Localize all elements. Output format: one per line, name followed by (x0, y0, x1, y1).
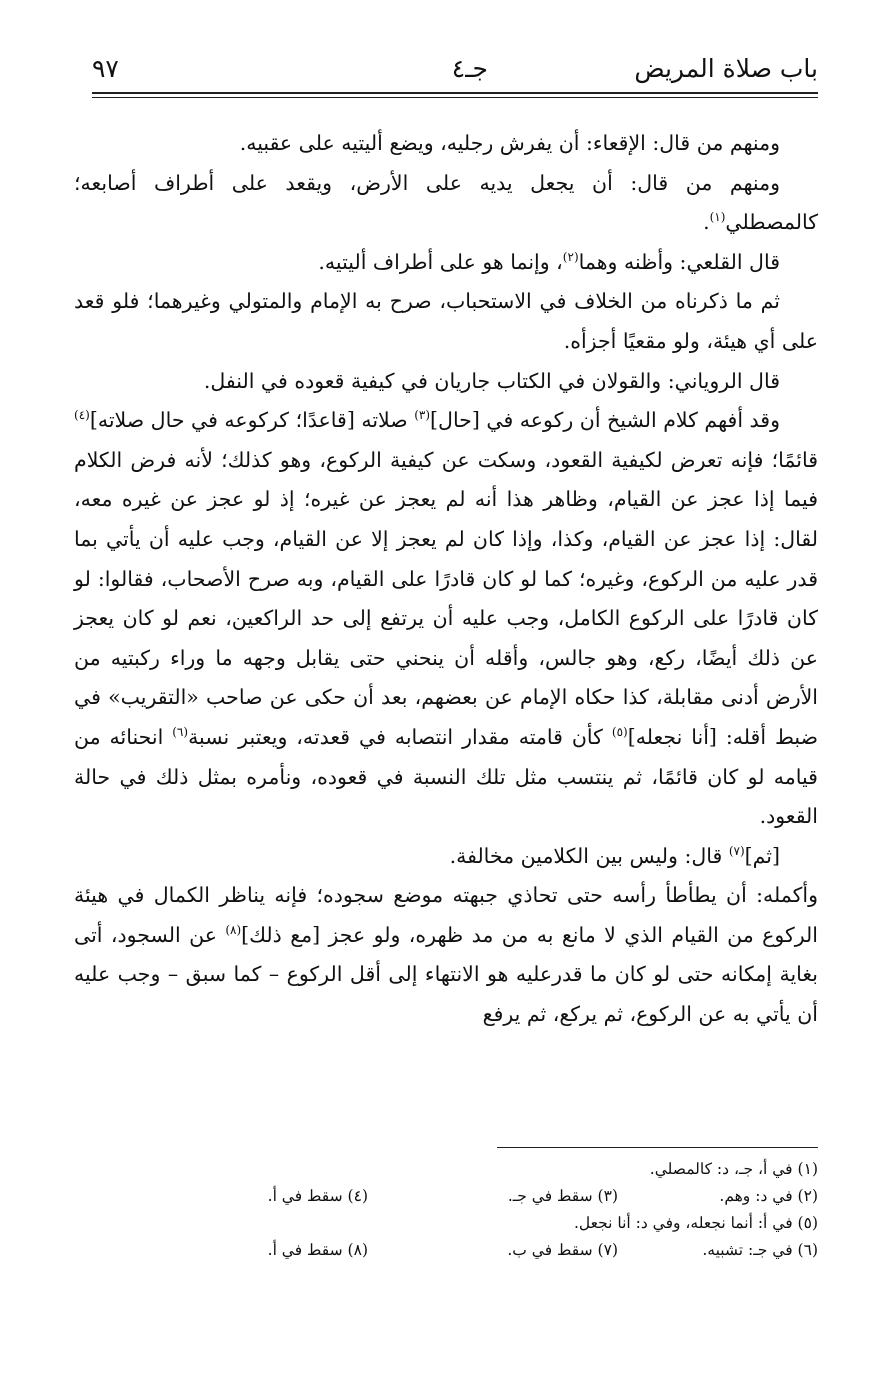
running-header (92, 54, 818, 94)
footnote-separator (497, 1147, 818, 1148)
footnote-ref: (١) (709, 210, 726, 225)
footnote-ref: (٥) (611, 725, 628, 740)
footnote: (٤) سقط في أ. (267, 1187, 368, 1205)
paragraph: [ثم]$^{(٧)}$ قال: وليس بين الكلامين مخالفة. (449, 843, 780, 868)
volume-label: جـ٤ (451, 54, 488, 83)
footnote: (٢) في د: وهم. (719, 1187, 818, 1205)
header-rule-thin (92, 97, 818, 98)
footnote: (٧) سقط في ب. (507, 1241, 618, 1259)
footnote: (٨) سقط في أ. (267, 1241, 368, 1259)
footnote-ref: (٧) (728, 843, 745, 858)
footnote-ref: (٣) (414, 408, 431, 423)
footnotes (92, 1160, 818, 1268)
footnote-ref: (٨) (225, 923, 242, 938)
footnote-line (92, 1241, 818, 1268)
chapter-title: باب صلاة المريض (634, 54, 818, 83)
footnote-line (92, 1187, 818, 1214)
main-text (74, 124, 818, 1035)
paragraph: ثم ما ذكرناه من الخلاف في الاستحباب، صرح به الإمام والمتولي وغيرهما؛ فلو قعد على أي هيئة، ولو مقعيًا أجزأه. (74, 289, 818, 353)
footnote: (٥) في أ: أنما نجعله، وفي د: أنا نجعل. (573, 1214, 818, 1232)
footnote-line (92, 1160, 818, 1187)
footnote: (١) في أ، جـ، د: كالمصلي. (649, 1160, 818, 1178)
paragraph: ومنهم من قال: أن يجعل يديه على الأرض، ويقعد على أطراف أصابعه؛ كالمصطلي$^{(١)}$. (74, 170, 818, 235)
footnote-ref: (٤) (74, 408, 90, 423)
page-number: ٩٧ (92, 54, 119, 83)
paragraph: وقد أفهم كلام الشيخ أن ركوعه في [حال]$^{(٣)}$ صلاته [قاعدًا؛ كركوعه في حال صلاته]$^{(٤)}$ قائمًا؛ فإنه تعرض لكيفية القعود، وسكت عن كيفية الركوع، وهو كذلك؛ لأنه فرض الكلام فيما إذا عجز عن القيام، وظاهر هذا أنه لم يعجز عن غيره؛ إذ لو عجز عن غيره معه، لقال: إذا عجز عن القيام، وكذا، وإذا كان لم يعجز إلا عن القيام، وجب عليه أن يأتي بما قدر عليه من الركوع، وغيره؛ كما لو كان قادرًا على القيام، وبه صرح الأصحاب، فقالوا: لو كان قادرًا على الركوع الكامل، وجب عليه أن يرتفع إلى حد الراكعين، نعم لو كان يعجز عن ذلك أيضًا، ركع، وهو جالس، وأقله أن ينحني حتى يقابل وجهه ما وراء ركبتيه من الأرض أدنى مقابلة، كذا حكاه الإمام عن بعضهم، بعد أن حكى عن صاحب «التقريب» في ضبط أقله: [أنا نجعله]$^{(٥)}$ كأن قامته مقدار انتصابه في قعدته، ويعتبر نسبة$^{(٦)}$ انحنائه من قيامه لو كان قائمًا، ثم ينتسب مثل تلك النسبة في قعوده، ونأمره بمثل ذلك في حالة القعود. (74, 408, 819, 829)
footnote-line (92, 1214, 818, 1241)
paragraph: قال الروياني: والقولان في الكتاب جاريان في كيفية قعوده في النفل. (203, 368, 780, 393)
paragraph: وأكمله: أن يطأطأ رأسه حتى تحاذي جبهته موضع سجوده؛ فإنه يناظر الكمال في هيئة الركوع من القيام الذي لا مانع به من مد ظهره، ولو عجز [مع ذلك]$^{(٨)}$ عن السجود، أتى بغاية إمكانه حتى لو كان ما قدرعليه هو الانتهاء إلى أقل الركوع – كما سبق – وجب عليه أن يأتي به عن الركوع، ثم يركع، ثم يرفع (74, 883, 818, 1027)
footnote-ref: (٦) (172, 725, 189, 740)
footnote-ref: (٢) (562, 249, 579, 264)
header-rule (92, 92, 818, 94)
paragraph: ومنهم من قال: الإقعاء: أن يفرش رجليه، ويضع أليتيه على عقبيه. (239, 131, 780, 155)
footnote: (٦) في جـ: تشبيه. (702, 1241, 818, 1259)
footnote: (٣) سقط في جـ. (507, 1187, 618, 1205)
paragraph: قال القلعي: وأظنه وهما$^{(٢)}$، وإنما هو على أطراف أليتيه. (318, 249, 780, 274)
